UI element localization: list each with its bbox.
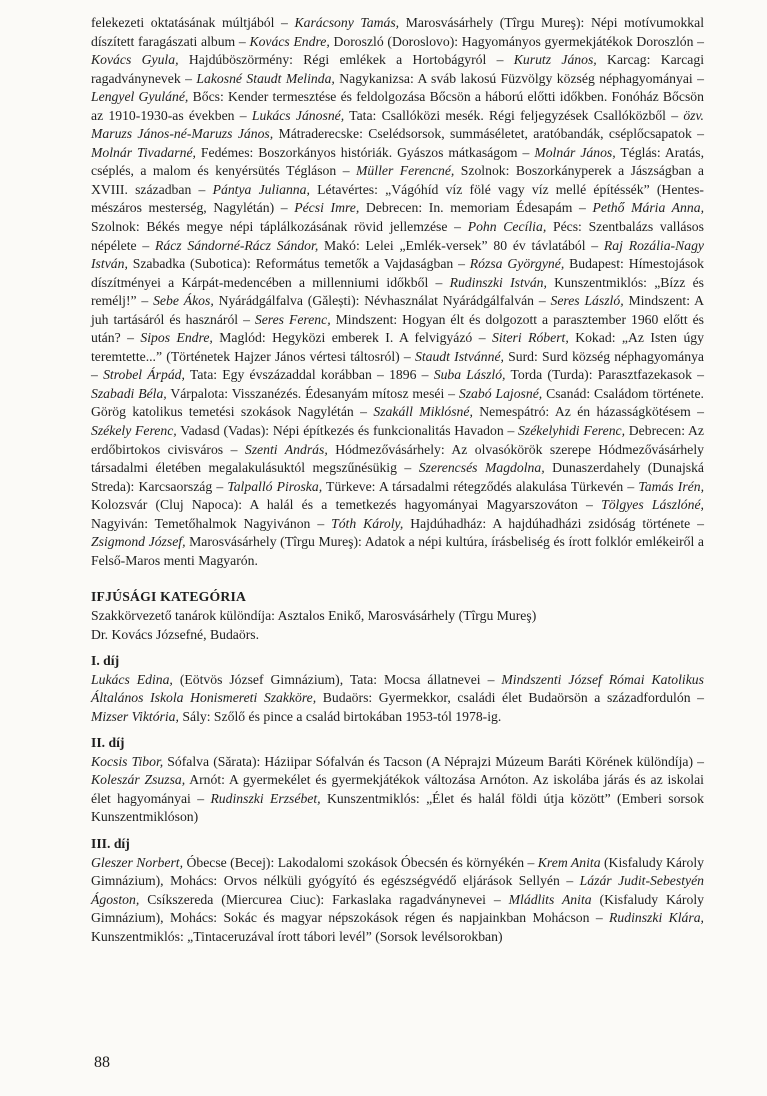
- text-run: Kolozsvár (Cluj Napoca): A halál és a temetkezés hagyományai Magyarszováton –: [91, 497, 602, 513]
- text-run: Fedémes: Boszorkányos históriák. Gyászos mátkaságom –: [195, 144, 535, 160]
- name-run: Szakáll Miklósné,: [373, 404, 473, 420]
- name-run: Tóth Károly,: [331, 515, 404, 531]
- text-run: Létavértes: „Vágóhíd víz fölé vagy víz mellé építéssék” (Hentes-mészáros mesterség, Nagylétán) –: [91, 181, 704, 216]
- text-run: Kunszentmiklós: „Élet és halál földi útja között” (Emberi sorsok Kunszentmiklóson): [91, 790, 704, 825]
- text-run: Nemespátró: Az én házasságkötésem –: [472, 404, 704, 420]
- text-run: Hajdúböszörmény: Régi emlékek a Hortobágyról –: [178, 52, 514, 68]
- name-run: Szabadi Béla,: [91, 385, 167, 401]
- name-run: Talpalló Piroska,: [227, 478, 323, 494]
- intro-paragraph: [91, 14, 704, 570]
- name-run: Siteri Róbert,: [492, 330, 569, 346]
- text-run: (Kisfaludy Károly Gimnázium), Mohács: Sokác és magyar népszokások régen és napjainkban Mohácson –: [91, 891, 704, 926]
- name-run: Strobel Árpád,: [103, 367, 185, 383]
- name-run: Molnár János,: [534, 144, 616, 160]
- text-run: Karcag: Karcagi ragadványnevek –: [91, 52, 705, 86]
- text-run: Tata: Csallóközi mesék. Régi feljegyzések Csallóközből –: [344, 107, 684, 123]
- name-run: Szabó Lajosné,: [458, 385, 543, 401]
- text-run: Csíkszereda (Miercurea Ciuc): Farkaslaka ragadványnevei –: [139, 891, 509, 907]
- text-run: Kokad: „Az Isten úgy teremtette...” (Történetek Hajzer János vértesi táltosról) –: [91, 330, 704, 364]
- special-award-line: [91, 626, 704, 645]
- text-run: Dunaszerdahely (Dunajská Streda): Karcsaország –: [91, 460, 705, 494]
- text-run: Marosvásárhely (Tîrgu Mureş): Adatok a népi kultúra, írásbeliség és írott folklór emlékeiről a Felső-Maros menti Magyarón.: [91, 534, 704, 568]
- text-run: Mindszent: Hogyan élt és dolgozott a parasztember 1960 előtt és után? –: [91, 311, 705, 346]
- text-run: Makó: Lelei „Emlék-versek” 80 év távlatából –: [318, 237, 604, 253]
- name-run: Lukács Jánosné,: [251, 107, 345, 123]
- name-run: Staudt Istvánné,: [414, 348, 504, 364]
- text-run: Debrecen: Az erdőbirtokos civisváros –: [91, 423, 704, 457]
- name-run: Seres László,: [550, 293, 624, 309]
- text-run: Türkeve: A társadalmi rétegződés alakulása Türkevén –: [322, 478, 639, 494]
- text-run: Vadasd (Vadas): Népi építkezés és funkcionalitás Havadon –: [176, 423, 519, 439]
- name-run: Lázár Judit-Sebestyén Ágoston,: [91, 873, 704, 907]
- text-run: Pécs: Szentbalázs vallásos népélete –: [91, 219, 704, 253]
- text-run: felekezeti oktatásának múltjából –: [91, 15, 295, 30]
- name-run: Szakkörvezető tanárok különdíja: Asztalos Enikő,: [91, 607, 365, 623]
- text-run: Marosvásárhely (Tîrgu Mureş): Népi motívumokkal díszített faragászati album –: [91, 15, 705, 49]
- text-run: Mátraderecske: Cselédsorsok, summáséletet, aratóbandák, cséplőcsapatok –: [273, 126, 704, 142]
- name-run: Kovács Endre,: [249, 33, 330, 49]
- text-run: Nagykanizsa: A sváb lakosú Füzvölgy község néphagyományai –: [334, 70, 704, 86]
- prize-heading: III. díj: [91, 835, 130, 851]
- name-run: Kurutz János,: [513, 52, 597, 68]
- name-run: Zsigmond József,: [91, 534, 186, 550]
- text-run: Kunszentmiklós: „Bízz és remélj!” –: [91, 274, 704, 309]
- text-run: (Kisfaludy Károly Gimnázium), Mohács: Orvos nélküli gyógyító és egészségvédő eljárások Sellyén –: [91, 854, 704, 889]
- text-run: Maglód: Hegyközi emberek I. A felvigyázó –: [212, 330, 492, 346]
- name-run: Szenti András,: [244, 441, 328, 457]
- name-run: Pántya Julianna,: [212, 181, 310, 197]
- text-run: Szolnok: Békés megye népi táplálkozásának rövid jellemzése –: [91, 219, 468, 235]
- name-run: Tölgyes Lászlóné,: [601, 497, 704, 513]
- text-run: Hódmezővásárhely: Az olvasókörök szerepe Hódmezővásárhely társadalmi életében megalakulásuktól megszűnésükig –: [91, 441, 704, 476]
- text-run: Surd: Surd község néphagyománya –: [91, 348, 704, 383]
- name-run: Gleszer Norbert,: [91, 854, 184, 870]
- name-run: Raj Rozália-Nagy István,: [91, 237, 704, 272]
- text-run: Csanád: Családom története. Görög katolikus temetési szokások Nagylétán –: [91, 385, 704, 420]
- name-run: Krem Anita: [537, 854, 601, 870]
- name-run: Suba László,: [433, 367, 506, 383]
- name-run: Seres Ferenc,: [254, 311, 331, 327]
- special-award-line: [91, 607, 704, 626]
- name-run: Rózsa Györgyné,: [469, 256, 565, 272]
- name-run: Sipos Endre,: [140, 330, 213, 346]
- name-run: Lakosné Staudt Melinda,: [196, 70, 335, 86]
- name-run: Koleszár Zsuzsa,: [91, 772, 186, 788]
- text-run: Téglás: Aratás, cséplés, a malom és kenyérsütés Tégláson –: [91, 144, 705, 179]
- section-title: IFJÚSÁGI KATEGÓRIA: [91, 589, 247, 605]
- name-run: Sebe Ákos,: [153, 293, 214, 309]
- special-award: [91, 607, 704, 644]
- name-run: Lengyel Gyuláné,: [91, 89, 189, 105]
- text-run: Arnót: A gyermekélet és gyermekjátékok változása Arnóton. Az iskolába járás és az iskolai élet hagyományai –: [91, 772, 704, 806]
- name-run: Rácz Sándorné-Rácz Sándor,: [155, 237, 319, 253]
- text-run: Szolnok: Boszorkányperek a Jászságban a XVIII. században –: [91, 163, 704, 197]
- name-run: Rudinszki Erzsébet,: [210, 790, 321, 806]
- prize-text: [91, 671, 704, 727]
- name-run: özv. Maruzs János-né-Maruzs János,: [91, 107, 704, 142]
- name-run: Pohn Cecília,: [467, 219, 547, 235]
- text-column: [91, 14, 704, 946]
- text-run: (Eötvös József Gimnázium), Tata: Mocsa állatnevei –: [172, 671, 502, 687]
- text-run: Sófalva (Sărata): Háziipar Sófalván és Tacson (A Néprajzi Múzeum Baráti Körének különdíja) –: [163, 753, 704, 769]
- name-run: Lukács Edina,: [91, 671, 173, 687]
- name-run: Tamás Irén,: [638, 478, 705, 494]
- prize-text: [91, 854, 704, 947]
- name-run: Kovács Gyula,: [91, 52, 179, 68]
- page-number: 88: [94, 1054, 110, 1071]
- name-run: Karácsony Tamás,: [294, 15, 400, 30]
- name-run: Mládlits Anita: [508, 891, 592, 907]
- name-run: Rudinszki István,: [449, 274, 547, 290]
- text-run: Doroszló (Doroslovo): Hagyományos gyermekjátékok Doroszlón –: [329, 33, 704, 49]
- name-run: Szerencsés Magdolna,: [418, 460, 545, 476]
- prize-heading: I. díj: [91, 653, 120, 669]
- name-run: Mizser Viktória,: [91, 708, 179, 724]
- text-run: Mindszent: A juh tartásáról és hasznáról –: [91, 293, 704, 327]
- prize-first: [91, 652, 704, 726]
- text-run: Bőcs: Kender termesztése és feldolgozása Bőcsön a háború előtti időkben. Fonóház Bőcsön az 1910-1930-as években –: [91, 89, 704, 123]
- prize-text: [91, 753, 704, 827]
- text-run: Marosvásárhely (Tîrgu Mureş): [364, 607, 537, 623]
- text-run: Tata: Egy évszázaddal korábban – 1896 –: [184, 367, 434, 383]
- prize-second: [91, 734, 704, 827]
- text-run: Óbecse (Becej): Lakodalomi szokások Óbecsén és környékén –: [183, 854, 538, 870]
- name-run: Pécsi Imre,: [294, 200, 360, 216]
- text-run: Debrecen: In. memoriam Édesapám –: [359, 200, 593, 216]
- name-run: Mindszenti József Római Katolikus Általános Iskola Honismereti Szakköre,: [91, 671, 704, 706]
- name-run: Dr. Kovács Józsefné,: [91, 626, 207, 642]
- name-run: Pethő Mária Anna,: [592, 200, 704, 216]
- text-run: Budaörs.: [206, 626, 260, 642]
- text-run: Budaörs: Gyermekkor, családi élet Budaörsön a századfordulón –: [316, 690, 704, 706]
- text-run: Torda (Turda): Parasztfazekasok –: [505, 367, 705, 383]
- prize-heading: II. díj: [91, 735, 125, 751]
- text-run: Nagyiván: Temetőhalmok Nagyivánon –: [91, 515, 332, 531]
- text-run: Nyárádgálfalva (Gălești): Névhasználat Nyárádgálfalván –: [213, 293, 551, 309]
- prize-third: [91, 835, 704, 946]
- text-run: Sály: Szőlő és pince a család birtokában 1953-tól 1978-ig.: [178, 708, 502, 724]
- text-run: Hajdúhadház: A hajdúhadházi zsidóság története –: [403, 515, 704, 531]
- name-run: Székely Ferenc,: [91, 423, 177, 439]
- name-run: Rudinszki Klára,: [609, 910, 704, 926]
- name-run: Müller Ferencné,: [356, 163, 455, 179]
- text-run: Kunszentmiklós: „Tintaceruzával írott tábori levél” (Sorsok levélsorokban): [91, 928, 503, 944]
- name-run: Kocsis Tibor,: [91, 753, 164, 769]
- name-run: Molnár Tivadarné,: [91, 144, 196, 160]
- text-run: Várpalota: Visszanézés. Édesanyám mítosz meséi –: [166, 385, 459, 401]
- text-run: Budapest: Hímestojások díszítményei a Kárpát-medencében a millenniumi időkből –: [91, 256, 704, 290]
- text-run: Szabadka (Subotica): Református temetők a Vajdaságban –: [127, 256, 470, 272]
- name-run: Székelyhidi Ferenc,: [518, 423, 626, 439]
